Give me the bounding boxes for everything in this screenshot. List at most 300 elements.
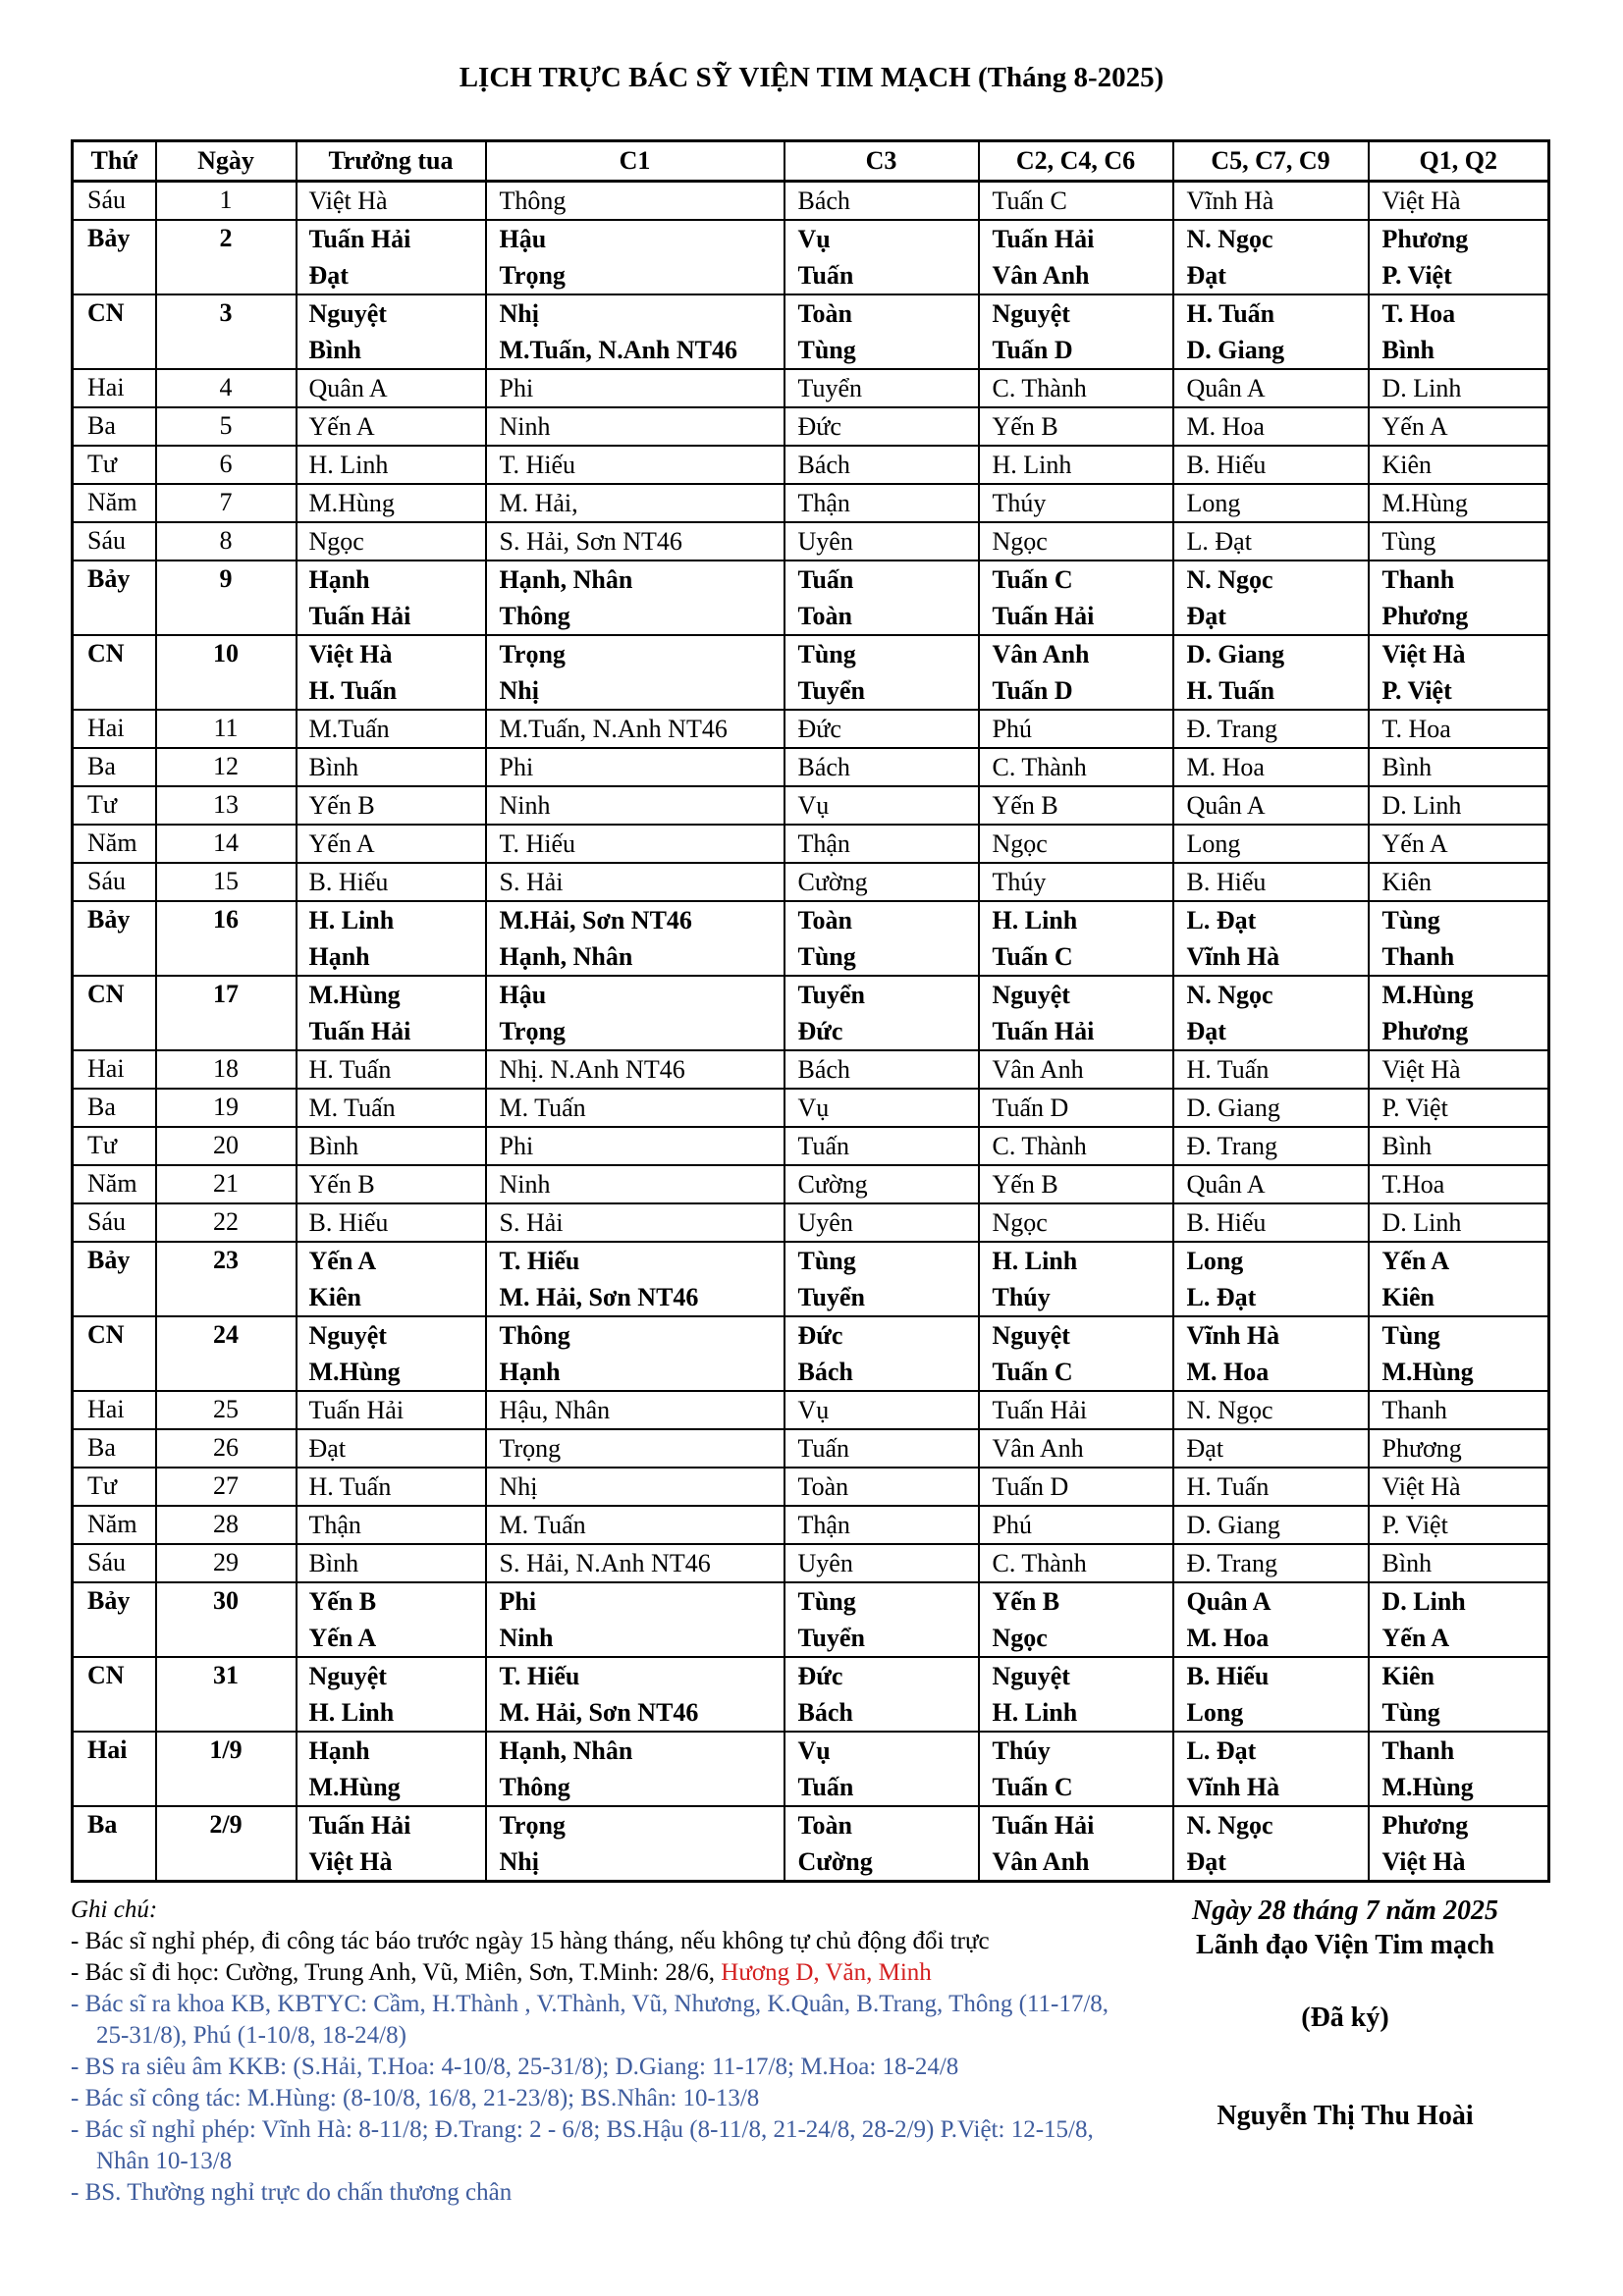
- table-row: [73, 1657, 1549, 1694]
- header-truong-tua: Trưởng tua: [297, 141, 486, 182]
- cell-c3: Vụ: [784, 1732, 979, 1769]
- cell-truong-tua: M.Hùng: [297, 484, 486, 522]
- cell-c1: M.Hải, Sơn NT46: [486, 901, 784, 938]
- cell-thu: Hai: [73, 1732, 156, 1806]
- cell-truong-tua: Yến B: [297, 786, 486, 825]
- cell-c5-c7-c9: Đ. Trang: [1173, 1544, 1369, 1582]
- cell-c3: Tuấn: [784, 1769, 979, 1806]
- signature-date: Ngày 28 tháng 7 năm 2025: [1192, 1896, 1498, 1926]
- cell-truong-tua: Hạnh: [297, 561, 486, 598]
- cell-c3: Toàn: [784, 598, 979, 635]
- note-item: [71, 1926, 1131, 1957]
- schedule-day-group: [73, 561, 1549, 635]
- cell-c1: Hạnh: [486, 1354, 784, 1391]
- cell-c2-c4-c6: Ngọc: [979, 1620, 1173, 1657]
- cell-c5-c7-c9: Đạt: [1173, 1429, 1369, 1468]
- cell-c2-c4-c6: Tuấn D: [979, 1468, 1173, 1506]
- cell-c3: Uyên: [784, 1203, 979, 1242]
- cell-thu: Hai: [73, 369, 156, 407]
- cell-c5-c7-c9: L. Đạt: [1173, 522, 1369, 561]
- cell-c3: Tùng: [784, 938, 979, 976]
- table-row: [73, 1429, 1549, 1468]
- note-item: [71, 1989, 1131, 2052]
- schedule-day-group: [73, 1050, 1549, 1089]
- cell-truong-tua: Bình: [297, 1544, 486, 1582]
- cell-c3: Uyên: [784, 522, 979, 561]
- cell-truong-tua: Tuấn Hải: [297, 220, 486, 257]
- cell-q1-q2: Kiên: [1369, 446, 1549, 484]
- cell-c3: Thận: [784, 1506, 979, 1544]
- cell-c1: S. Hải, Sơn NT46: [486, 522, 784, 561]
- cell-q1-q2: Tùng: [1369, 522, 1549, 561]
- cell-truong-tua: Việt Hà: [297, 635, 486, 672]
- note-text: - Bác sĩ ra khoa KB, KBTYC: Cầm, H.Thành , V.Thành, Vũ, Nhương, K.Quân, B.Trang, Thông (11-17/8, 25-31/8), Phú (1-10/8, 18-24/8): [71, 1991, 1109, 2049]
- cell-c5-c7-c9: M. Hoa: [1173, 1620, 1369, 1657]
- cell-truong-tua: Đạt: [297, 1429, 486, 1468]
- cell-c2-c4-c6: Nguyệt: [979, 294, 1173, 332]
- cell-c3: Uyên: [784, 1544, 979, 1582]
- cell-c2-c4-c6: C. Thành: [979, 748, 1173, 786]
- cell-q1-q2: Yến A: [1369, 1242, 1549, 1279]
- cell-q1-q2: Kiên: [1369, 1279, 1549, 1316]
- cell-c3: Tuyển: [784, 976, 979, 1013]
- cell-c2-c4-c6: Phú: [979, 1506, 1173, 1544]
- cell-c5-c7-c9: H. Tuấn: [1173, 672, 1369, 710]
- cell-c1: Hạnh, Nhân: [486, 938, 784, 976]
- cell-c5-c7-c9: Quân A: [1173, 369, 1369, 407]
- table-row: [73, 294, 1549, 332]
- cell-c2-c4-c6: Vân Anh: [979, 1843, 1173, 1882]
- cell-c3: Bách: [784, 1050, 979, 1089]
- cell-ngay: 30: [156, 1582, 297, 1657]
- table-row: [73, 710, 1549, 748]
- schedule-day-group: [73, 446, 1549, 484]
- cell-truong-tua: H. Tuấn: [297, 1050, 486, 1089]
- cell-c1: Phi: [486, 369, 784, 407]
- cell-ngay: 26: [156, 1429, 297, 1468]
- table-row: [73, 561, 1549, 598]
- cell-c1: Ninh: [486, 1620, 784, 1657]
- cell-truong-tua: H. Linh: [297, 446, 486, 484]
- cell-thu: CN: [73, 976, 156, 1050]
- cell-ngay: 5: [156, 407, 297, 446]
- cell-c1: S. Hải: [486, 1203, 784, 1242]
- cell-q1-q2: Phương: [1369, 598, 1549, 635]
- cell-truong-tua: H. Linh: [297, 901, 486, 938]
- cell-c5-c7-c9: Quân A: [1173, 1165, 1369, 1203]
- table-row: [73, 1732, 1549, 1769]
- cell-c5-c7-c9: B. Hiếu: [1173, 863, 1369, 901]
- cell-ngay: 6: [156, 446, 297, 484]
- cell-c1: Phi: [486, 1127, 784, 1165]
- table-row: [73, 1468, 1549, 1506]
- schedule-day-group: [73, 1391, 1549, 1429]
- table-row: [73, 1089, 1549, 1127]
- cell-c2-c4-c6: Tuấn D: [979, 332, 1173, 369]
- cell-q1-q2: P. Việt: [1369, 257, 1549, 294]
- cell-q1-q2: P. Việt: [1369, 672, 1549, 710]
- cell-c5-c7-c9: Vĩnh Hà: [1173, 1316, 1369, 1354]
- cell-q1-q2: Yến A: [1369, 407, 1549, 446]
- cell-c5-c7-c9: M. Hoa: [1173, 1354, 1369, 1391]
- cell-c3: Thận: [784, 484, 979, 522]
- cell-c3: Vụ: [784, 220, 979, 257]
- cell-thu: Sáu: [73, 863, 156, 901]
- schedule-day-group: [73, 1429, 1549, 1468]
- cell-ngay: 11: [156, 710, 297, 748]
- cell-c2-c4-c6: Ngọc: [979, 825, 1173, 863]
- table-row: [73, 1050, 1549, 1089]
- cell-c2-c4-c6: Ngọc: [979, 1203, 1173, 1242]
- cell-c1: S. Hải: [486, 863, 784, 901]
- cell-ngay: 3: [156, 294, 297, 369]
- note-item: [71, 2052, 1131, 2083]
- cell-q1-q2: Thanh: [1369, 561, 1549, 598]
- cell-c1: Trọng: [486, 635, 784, 672]
- table-header-row: [73, 141, 1549, 182]
- cell-ngay: 15: [156, 863, 297, 901]
- cell-q1-q2: Tùng: [1369, 1316, 1549, 1354]
- schedule-day-group: [73, 369, 1549, 407]
- cell-c5-c7-c9: Vĩnh Hà: [1173, 938, 1369, 976]
- schedule-day-group: [73, 1089, 1549, 1127]
- schedule-day-group: [73, 710, 1549, 748]
- table-row: [73, 1165, 1549, 1203]
- cell-c5-c7-c9: H. Tuấn: [1173, 1050, 1369, 1089]
- cell-c2-c4-c6: Tuấn C: [979, 1769, 1173, 1806]
- cell-c2-c4-c6: Thúy: [979, 1732, 1173, 1769]
- header-ngay: Ngày: [156, 141, 297, 182]
- cell-c2-c4-c6: Tuấn Hải: [979, 220, 1173, 257]
- cell-truong-tua: Ngọc: [297, 522, 486, 561]
- cell-c3: Tùng: [784, 1582, 979, 1620]
- cell-c1: Hậu: [486, 976, 784, 1013]
- cell-q1-q2: T. Hoa: [1369, 710, 1549, 748]
- cell-truong-tua: B. Hiếu: [297, 863, 486, 901]
- cell-c1: M.Tuấn, N.Anh NT46: [486, 332, 784, 369]
- cell-q1-q2: Tùng: [1369, 901, 1549, 938]
- cell-c3: Bách: [784, 1694, 979, 1732]
- cell-c2-c4-c6: C. Thành: [979, 369, 1173, 407]
- cell-ngay: 17: [156, 976, 297, 1050]
- cell-c2-c4-c6: Yến B: [979, 786, 1173, 825]
- cell-c1: Hậu: [486, 220, 784, 257]
- cell-c2-c4-c6: Tuấn Hải: [979, 1806, 1173, 1843]
- cell-c2-c4-c6: Vân Anh: [979, 635, 1173, 672]
- cell-ngay: 14: [156, 825, 297, 863]
- cell-c3: Đức: [784, 407, 979, 446]
- cell-c1: Thông: [486, 182, 784, 221]
- cell-truong-tua: Việt Hà: [297, 1843, 486, 1882]
- cell-c1: Ninh: [486, 786, 784, 825]
- cell-c5-c7-c9: N. Ngọc: [1173, 220, 1369, 257]
- cell-thu: Bảy: [73, 901, 156, 976]
- cell-c3: Toàn: [784, 294, 979, 332]
- cell-q1-q2: Kiên: [1369, 1657, 1549, 1694]
- cell-truong-tua: Tuấn Hải: [297, 1013, 486, 1050]
- cell-c1: Nhị: [486, 294, 784, 332]
- signature-block: [1129, 1895, 1561, 2132]
- table-row: [73, 825, 1549, 863]
- table-row: [73, 1316, 1549, 1354]
- cell-ngay: 21: [156, 1165, 297, 1203]
- cell-c2-c4-c6: Phú: [979, 710, 1173, 748]
- cell-c5-c7-c9: N. Ngọc: [1173, 1391, 1369, 1429]
- schedule-day-group: [73, 1806, 1549, 1882]
- cell-c3: Tuyển: [784, 672, 979, 710]
- cell-thu: CN: [73, 635, 156, 710]
- cell-c3: Cường: [784, 863, 979, 901]
- cell-truong-tua: M.Hùng: [297, 1769, 486, 1806]
- cell-c3: Tùng: [784, 635, 979, 672]
- cell-c5-c7-c9: B. Hiếu: [1173, 446, 1369, 484]
- cell-thu: Tư: [73, 446, 156, 484]
- cell-ngay: 7: [156, 484, 297, 522]
- cell-c5-c7-c9: H. Tuấn: [1173, 294, 1369, 332]
- cell-c3: Toàn: [784, 1468, 979, 1506]
- cell-thu: Ba: [73, 1429, 156, 1468]
- cell-truong-tua: Hạnh: [297, 938, 486, 976]
- table-row: [73, 407, 1549, 446]
- cell-c2-c4-c6: H. Linh: [979, 1694, 1173, 1732]
- cell-c2-c4-c6: Tuấn D: [979, 1089, 1173, 1127]
- cell-ngay: 4: [156, 369, 297, 407]
- cell-c1: Nhị: [486, 1843, 784, 1882]
- cell-q1-q2: D. Linh: [1369, 369, 1549, 407]
- cell-q1-q2: Bình: [1369, 1544, 1549, 1582]
- cell-thu: Hai: [73, 1050, 156, 1089]
- table-row: [73, 1203, 1549, 1242]
- cell-c2-c4-c6: C. Thành: [979, 1544, 1173, 1582]
- cell-thu: Bảy: [73, 561, 156, 635]
- cell-truong-tua: Thận: [297, 1506, 486, 1544]
- cell-c3: Tùng: [784, 332, 979, 369]
- cell-c5-c7-c9: Đ. Trang: [1173, 710, 1369, 748]
- schedule-day-group: [73, 1165, 1549, 1203]
- table-row: [73, 1242, 1549, 1279]
- cell-c2-c4-c6: Vân Anh: [979, 1050, 1173, 1089]
- cell-c2-c4-c6: H. Linh: [979, 446, 1173, 484]
- cell-truong-tua: Tuấn Hải: [297, 1806, 486, 1843]
- cell-ngay: 29: [156, 1544, 297, 1582]
- cell-q1-q2: Yến A: [1369, 1620, 1549, 1657]
- cell-q1-q2: P. Việt: [1369, 1089, 1549, 1127]
- cell-c2-c4-c6: Thúy: [979, 1279, 1173, 1316]
- schedule-day-group: [73, 1242, 1549, 1316]
- header-q1-q2: Q1, Q2: [1369, 141, 1549, 182]
- note-text: - Bác sĩ đi học: Cường, Trung Anh, Vũ, Miên, Sơn, T.Minh: 28/6,: [71, 1959, 722, 1986]
- cell-c3: Tuyển: [784, 1620, 979, 1657]
- cell-q1-q2: Thanh: [1369, 938, 1549, 976]
- cell-truong-tua: Tuấn Hải: [297, 1391, 486, 1429]
- cell-ngay: 27: [156, 1468, 297, 1506]
- cell-c3: Toàn: [784, 1806, 979, 1843]
- cell-c3: Vụ: [784, 786, 979, 825]
- cell-q1-q2: Yến A: [1369, 825, 1549, 863]
- cell-truong-tua: Việt Hà: [297, 182, 486, 221]
- cell-c1: Hạnh, Nhân: [486, 561, 784, 598]
- schedule-day-group: [73, 825, 1549, 863]
- cell-thu: Hai: [73, 1391, 156, 1429]
- cell-c5-c7-c9: Đạt: [1173, 1843, 1369, 1882]
- cell-q1-q2: Thanh: [1369, 1391, 1549, 1429]
- cell-c1: Trọng: [486, 1429, 784, 1468]
- cell-c2-c4-c6: Yến B: [979, 407, 1173, 446]
- page-title: LỊCH TRỰC BÁC SỸ VIỆN TIM MẠCH (Tháng 8-2025): [459, 62, 1164, 93]
- cell-truong-tua: Nguyệt: [297, 1657, 486, 1694]
- cell-thu: Hai: [73, 710, 156, 748]
- cell-c1: Hạnh, Nhân: [486, 1732, 784, 1769]
- table-row: [73, 522, 1549, 561]
- cell-ngay: 2: [156, 220, 297, 294]
- cell-q1-q2: T. Hoa: [1369, 294, 1549, 332]
- cell-truong-tua: Yến A: [297, 825, 486, 863]
- cell-c5-c7-c9: B. Hiếu: [1173, 1657, 1369, 1694]
- cell-thu: Năm: [73, 484, 156, 522]
- cell-c1: M. Tuấn: [486, 1506, 784, 1544]
- cell-c1: Ninh: [486, 1165, 784, 1203]
- cell-c1: M. Tuấn: [486, 1089, 784, 1127]
- cell-c2-c4-c6: Tuấn C: [979, 561, 1173, 598]
- cell-c3: Thận: [784, 825, 979, 863]
- cell-q1-q2: P. Việt: [1369, 1506, 1549, 1544]
- schedule-day-group: [73, 1316, 1549, 1391]
- cell-c3: Bách: [784, 446, 979, 484]
- cell-thu: Ba: [73, 1089, 156, 1127]
- cell-c5-c7-c9: D. Giang: [1173, 1506, 1369, 1544]
- cell-c1: Phi: [486, 748, 784, 786]
- schedule-day-group: [73, 1468, 1549, 1506]
- cell-c1: Hậu, Nhân: [486, 1391, 784, 1429]
- cell-q1-q2: Việt Hà: [1369, 182, 1549, 221]
- cell-c2-c4-c6: Tuấn Hải: [979, 1391, 1173, 1429]
- cell-c2-c4-c6: H. Linh: [979, 1242, 1173, 1279]
- cell-c1: M. Hải,: [486, 484, 784, 522]
- cell-c3: Tùng: [784, 1242, 979, 1279]
- cell-truong-tua: Hạnh: [297, 1732, 486, 1769]
- table-row: [73, 484, 1549, 522]
- cell-c1: Trọng: [486, 1806, 784, 1843]
- cell-ngay: 23: [156, 1242, 297, 1316]
- cell-c3: Toàn: [784, 901, 979, 938]
- cell-truong-tua: Yến B: [297, 1582, 486, 1620]
- cell-truong-tua: Nguyệt: [297, 1316, 486, 1354]
- cell-q1-q2: Bình: [1369, 748, 1549, 786]
- cell-c1: T. Hiếu: [486, 1242, 784, 1279]
- cell-thu: Ba: [73, 407, 156, 446]
- cell-c5-c7-c9: D. Giang: [1173, 332, 1369, 369]
- cell-q1-q2: Tùng: [1369, 1694, 1549, 1732]
- cell-c5-c7-c9: N. Ngọc: [1173, 1806, 1369, 1843]
- cell-c2-c4-c6: C. Thành: [979, 1127, 1173, 1165]
- table-row: [73, 863, 1549, 901]
- table-row: [73, 446, 1549, 484]
- cell-ngay: 22: [156, 1203, 297, 1242]
- cell-c2-c4-c6: Yến B: [979, 1582, 1173, 1620]
- cell-c1: T. Hiếu: [486, 1657, 784, 1694]
- cell-c5-c7-c9: N. Ngọc: [1173, 976, 1369, 1013]
- schedule-day-group: [73, 1203, 1549, 1242]
- table-row: [73, 786, 1549, 825]
- cell-c3: Tuấn: [784, 561, 979, 598]
- cell-c5-c7-c9: M. Hoa: [1173, 407, 1369, 446]
- cell-truong-tua: Tuấn Hải: [297, 598, 486, 635]
- note-item: [71, 2177, 1131, 2209]
- table-row: [73, 976, 1549, 1013]
- cell-thu: Tư: [73, 1468, 156, 1506]
- cell-c1: Thông: [486, 598, 784, 635]
- note-item: [71, 2083, 1131, 2114]
- cell-ngay: 1: [156, 182, 297, 221]
- cell-thu: Sáu: [73, 1544, 156, 1582]
- cell-c2-c4-c6: Yến B: [979, 1165, 1173, 1203]
- cell-truong-tua: Quân A: [297, 369, 486, 407]
- cell-c2-c4-c6: Tuấn C: [979, 1354, 1173, 1391]
- cell-ngay: 12: [156, 748, 297, 786]
- cell-c5-c7-c9: L. Đạt: [1173, 901, 1369, 938]
- cell-q1-q2: Phương: [1369, 220, 1549, 257]
- cell-truong-tua: Yến A: [297, 407, 486, 446]
- note-highlight-text: Hương D, Văn, Minh: [721, 1959, 932, 1986]
- header-c5-c7-c9: C5, C7, C9: [1173, 141, 1369, 182]
- cell-c3: Bách: [784, 1354, 979, 1391]
- cell-q1-q2: Phương: [1369, 1429, 1549, 1468]
- cell-c5-c7-c9: Đạt: [1173, 598, 1369, 635]
- cell-truong-tua: M.Tuấn: [297, 710, 486, 748]
- cell-ngay: 24: [156, 1316, 297, 1391]
- cell-truong-tua: Bình: [297, 748, 486, 786]
- cell-c3: Cường: [784, 1843, 979, 1882]
- cell-c3: Bách: [784, 182, 979, 221]
- cell-ngay: 31: [156, 1657, 297, 1732]
- cell-q1-q2: M.Hùng: [1369, 1769, 1549, 1806]
- cell-c1: S. Hải, N.Anh NT46: [486, 1544, 784, 1582]
- cell-c2-c4-c6: H. Linh: [979, 901, 1173, 938]
- table-row: [73, 369, 1549, 407]
- cell-q1-q2: M.Hùng: [1369, 1354, 1549, 1391]
- cell-c1: Thông: [486, 1316, 784, 1354]
- cell-c3: Tuấn: [784, 1429, 979, 1468]
- cell-q1-q2: Thanh: [1369, 1732, 1549, 1769]
- cell-truong-tua: Yến B: [297, 1165, 486, 1203]
- cell-c5-c7-c9: Quân A: [1173, 1582, 1369, 1620]
- table-row: [73, 220, 1549, 257]
- cell-c3: Vụ: [784, 1391, 979, 1429]
- cell-thu: Tư: [73, 786, 156, 825]
- cell-ngay: 2/9: [156, 1806, 297, 1882]
- cell-c3: Tuyển: [784, 369, 979, 407]
- signature-name: Nguyễn Thị Thu Hoài: [1217, 2101, 1474, 2131]
- schedule-day-group: [73, 1657, 1549, 1732]
- notes-section: [71, 1895, 1131, 2209]
- schedule-day-group: [73, 1732, 1549, 1806]
- cell-truong-tua: Bình: [297, 332, 486, 369]
- cell-c1: Thông: [486, 1769, 784, 1806]
- cell-q1-q2: Việt Hà: [1369, 1843, 1549, 1882]
- signature-org: Lãnh đạo Viện Tim mạch: [1196, 1930, 1494, 1960]
- schedule-day-group: [73, 901, 1549, 976]
- cell-c2-c4-c6: Tuấn Hải: [979, 1013, 1173, 1050]
- cell-c5-c7-c9: L. Đạt: [1173, 1279, 1369, 1316]
- cell-c5-c7-c9: Đạt: [1173, 257, 1369, 294]
- schedule-day-group: [73, 522, 1549, 561]
- cell-ngay: 19: [156, 1089, 297, 1127]
- cell-c2-c4-c6: Nguyệt: [979, 1657, 1173, 1694]
- cell-ngay: 28: [156, 1506, 297, 1544]
- cell-c2-c4-c6: Tuấn Hải: [979, 598, 1173, 635]
- schedule-day-group: [73, 748, 1549, 786]
- cell-c5-c7-c9: M. Hoa: [1173, 748, 1369, 786]
